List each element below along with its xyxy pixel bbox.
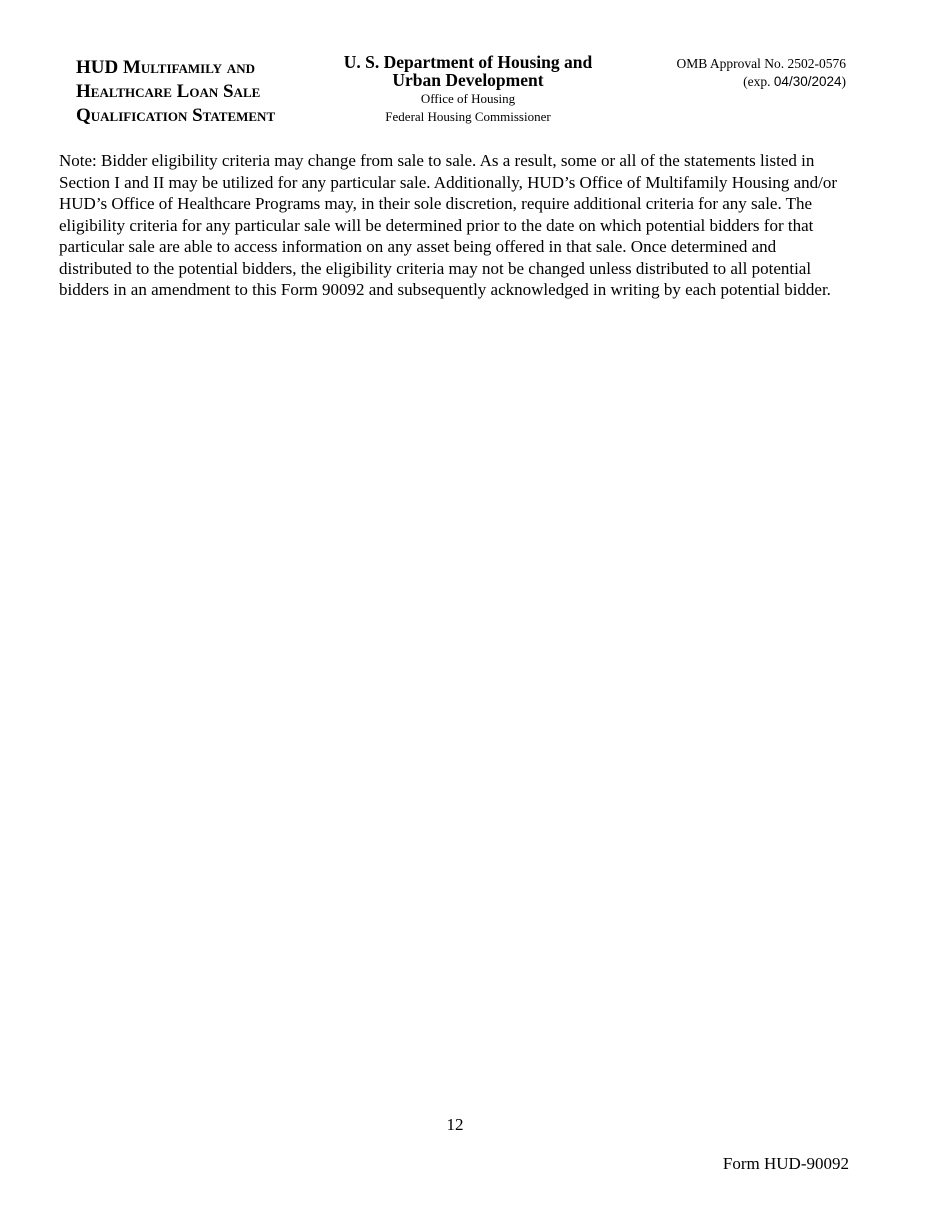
department-line-1: U. S. Department of Housing and bbox=[343, 52, 593, 72]
omb-approval-number: OMB Approval No. 2502-0576 bbox=[676, 56, 846, 71]
exp-suffix: ) bbox=[841, 74, 846, 89]
department-name bbox=[328, 53, 608, 89]
department-line-2: Urban Development bbox=[392, 70, 544, 90]
office-name: Office of Housing bbox=[420, 91, 516, 106]
exp-prefix: (exp. bbox=[743, 74, 774, 89]
eligibility-note: Note: Bidder eligibility criteria may change from sale to sale. As a result, some or all of the statements listed in Section I and II may be utilized for any particular sale. Additionally, HUD’s Office of Multifamily Housing and/or HUD’s Office of Healthcare Programs may, in their sole discretion, require additional criteria for any sale. The eligibility criteria for any particular sale will be determined prior to the date on which potential bidders for that particular sale are able to access information on any asset being offered in that sale. Once determined and distributed to the potential bidders, the eligibility criteria may not be changed unless distributed to all potential bidders in an amendment to this Form 90092 and subsequently acknowledged in writing by each potential bidder. bbox=[59, 151, 838, 299]
omb-expiration bbox=[677, 73, 847, 91]
omb-approval-block bbox=[677, 55, 847, 91]
form-title-line-3: Qualification Statement bbox=[76, 105, 276, 126]
page-number: 12 bbox=[446, 1115, 464, 1134]
exp-date: 04/30/2024 bbox=[773, 74, 842, 89]
form-title-line-1: HUD Multifamily and bbox=[76, 57, 255, 78]
form-title-line-2: Healthcare Loan Sale bbox=[76, 81, 261, 102]
form-title bbox=[76, 56, 326, 128]
form-id: Form HUD-90092 bbox=[722, 1154, 849, 1173]
commissioner-name: Federal Housing Commissioner bbox=[385, 109, 551, 124]
agency-header bbox=[328, 53, 608, 125]
